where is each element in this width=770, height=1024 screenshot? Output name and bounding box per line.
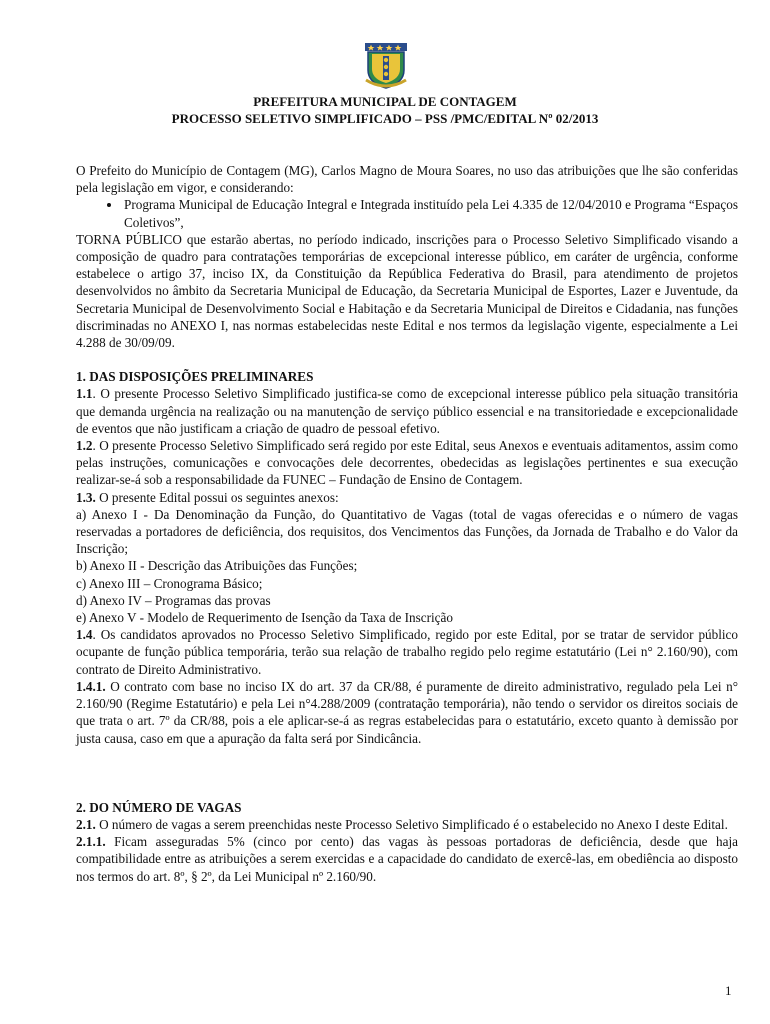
item-number: 1.4.1.	[76, 678, 106, 694]
item-2-1	[76, 816, 738, 833]
header-prefeitura: PREFEITURA MUNICIPAL DE CONTAGEM	[253, 94, 517, 109]
item-1-3	[76, 489, 738, 506]
item-text: . O presente Processo Seletivo Simplificado será regido por este Edital, seus Anexos e eventuais aditamentos, assim como pelas instruções, comunicações e convocações dele decorrentes, obedecidas as legislações pertinentes e sua execução realizar-se-á sob a responsabilidade da FUNEC – Fundação de Ensino de Contagem.	[76, 438, 738, 488]
intro-paragraph: O Prefeito do Município de Contagem (MG), Carlos Magno de Moura Soares, no uso das atribuições que lhe são conferidas pela legislação em vigor, e considerando:	[76, 163, 738, 196]
considerando-item: • Programa Municipal de Educação Integral e Integrada instituído pela Lei 4.335 de 12/04/2010 e Programa “Espaços Coletivos”,	[122, 196, 738, 230]
page-number: 1	[725, 983, 732, 998]
item-2-1-1	[76, 833, 738, 885]
header-processo-seletivo: PROCESSO SELETIVO SIMPLIFICADO – PSS /PMC/EDITAL Nº 02/2013	[171, 111, 599, 126]
considerando-list	[76, 196, 738, 230]
item-text: O contrato com base no inciso IX do art. 37 da CR/88, é puramente de direito administrativo, regulado pela Lei n° 2.160/90 (Regime Estatutário) e pela Lei n°4.288/2009 (contratação temporária), não tendo o servidor os direitos sociais de que trata o art. 7º da CR/88, pois a ele aplicar-se-á as regras estabelecidas para o estatutário, exceto quanto à demissão por justa causa, caso em que a apuração da falta será por Sindicância.	[76, 678, 738, 746]
item-text: . O presente Processo Seletivo Simplificado justifica-se como de excepcional interesse público pela situação transitória que demanda urgência na realização ou na manutenção de serviço público essencial e na transitoriedade e excepcionalidade de eventos que não justificam a criação de quadro de pessoal efetivo.	[76, 386, 738, 436]
item-number: 1.4	[76, 627, 93, 643]
coat-of-arms-logo	[362, 42, 410, 90]
annex-e: e) Anexo V - Modelo de Requerimento de Isenção da Taxa de Inscrição	[76, 610, 453, 626]
item-text: . Os candidatos aprovados no Processo Seletivo Simplificado, regido por este Edital, por se tratar de servidor público ocupante de função pública temporária, terão sua relação de trabalho regido pelo regime estatutário (Lei n° 2.160/90), com contrato de Direito Administrativo.	[76, 627, 738, 677]
item-number: 2.1.1.	[76, 834, 106, 850]
item-text: O número de vagas a serem preenchidas neste Processo Seletivo Simplificado é o estabelecido no Anexo I deste Edital.	[95, 816, 728, 832]
item-text: Ficam asseguradas 5% (cinco por cento) das vagas às pessoas portadoras de deficiência, desde que haja compatibilidade entre as atribuições a serem exercidas e a capacidade do candidato de exercê-las, em obediência ao disposto nos termos do art. 8º, § 2º, da Lei Municipal nº 2.160/90.	[76, 834, 738, 884]
section-2-title: 2. DO NÚMERO DE VAGAS	[76, 799, 242, 815]
item-1-2	[76, 437, 738, 489]
item-1-1	[76, 385, 738, 437]
annex-a: a) Anexo I - Da Denominação da Função, do Quantitativo de Vagas (total de vagas oferecidas e o número de vagas reservadas a portadores de deficiência, dos requisitos, dos Vencimentos das Funções, da Jornada de Trabalho e do Valor da Inscrição;	[76, 506, 738, 557]
section-1-title: 1. DAS DISPOSIÇÕES PRELIMINARES	[76, 369, 314, 385]
item-number: 1.1	[76, 386, 93, 402]
item-number: 1.3.	[76, 489, 96, 505]
item-number: 2.1.	[76, 816, 96, 832]
annex-d: d) Anexo IV – Programas das provas	[76, 592, 271, 608]
document-body	[76, 162, 738, 885]
item-1-4	[76, 626, 738, 678]
torna-publico-paragraph: TORNA PÚBLICO que estarão abertas, no período indicado, inscrições para o Processo Seletivo Simplificado visando a composição de quadro para contratações temporárias de excepcional interesse público, em caráter de urgência, conforme estabelece o artigo 37, inciso IX, da Constituição da República Federativa do Brasil, para atendimento de projetos desenvolvidos no âmbito da Secretaria Municipal de Educação, da Secretaria Municipal de Esportes, Lazer e Juventude, da Secretaria Municipal de Desenvolvimento Social e Habitação e da Secretaria Municipal de Direitos e Cidadania, nas funções discriminadas no ANEXO I, nas normas estabelecidas neste Edital e nos termos da legislação vigente, especialmente a Lei 4.288 de 30/09/09.	[76, 231, 738, 351]
annex-b: b) Anexo II - Descrição das Atribuições das Funções;	[76, 558, 358, 574]
item-number: 1.2	[76, 438, 93, 454]
item-text: O presente Edital possui os seguintes anexos:	[95, 489, 339, 505]
item-1-4-1	[76, 678, 738, 747]
annex-c: c) Anexo III – Cronograma Básico;	[76, 575, 263, 591]
